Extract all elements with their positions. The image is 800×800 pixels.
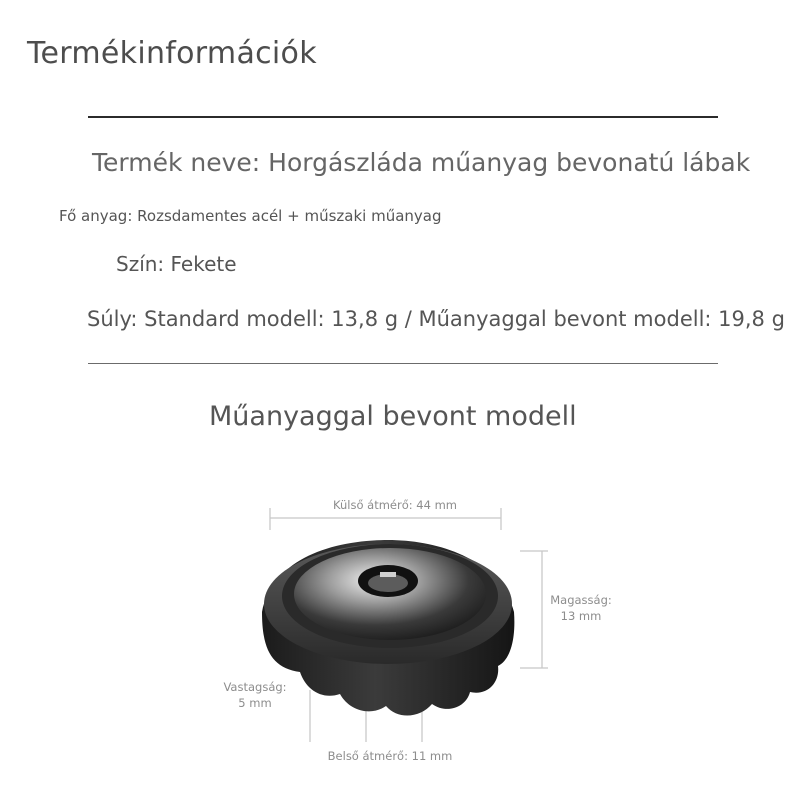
height-label-line1: Magasság: [550,593,612,607]
thickness-label-line2: 5 mm [238,696,272,710]
thickness-label-line1: Vastagság: [223,680,287,694]
inner-diameter-label: Belső átmérő: 11 mm [327,749,453,763]
height-label-line2: 13 mm [560,609,602,623]
material-text: Fő anyag: Rozsdamentes acél + műszaki műanyag [59,207,442,225]
thickness-label [205,679,305,711]
height-label [536,592,626,624]
color-text: Szín: Fekete [116,252,237,276]
weight-text: Súly: Standard modell: 13,8 g / Műanyaggal bevont modell: 19,8 g [87,307,785,331]
section-title: Műanyaggal bevont modell [209,401,577,432]
outer-diameter-label: Külső átmérő: 44 mm [333,498,457,512]
page-title: Termékinformációk [27,36,317,71]
product-name-text: Termék neve: Horgászláda műanyag bevonatú lábak [92,148,751,177]
